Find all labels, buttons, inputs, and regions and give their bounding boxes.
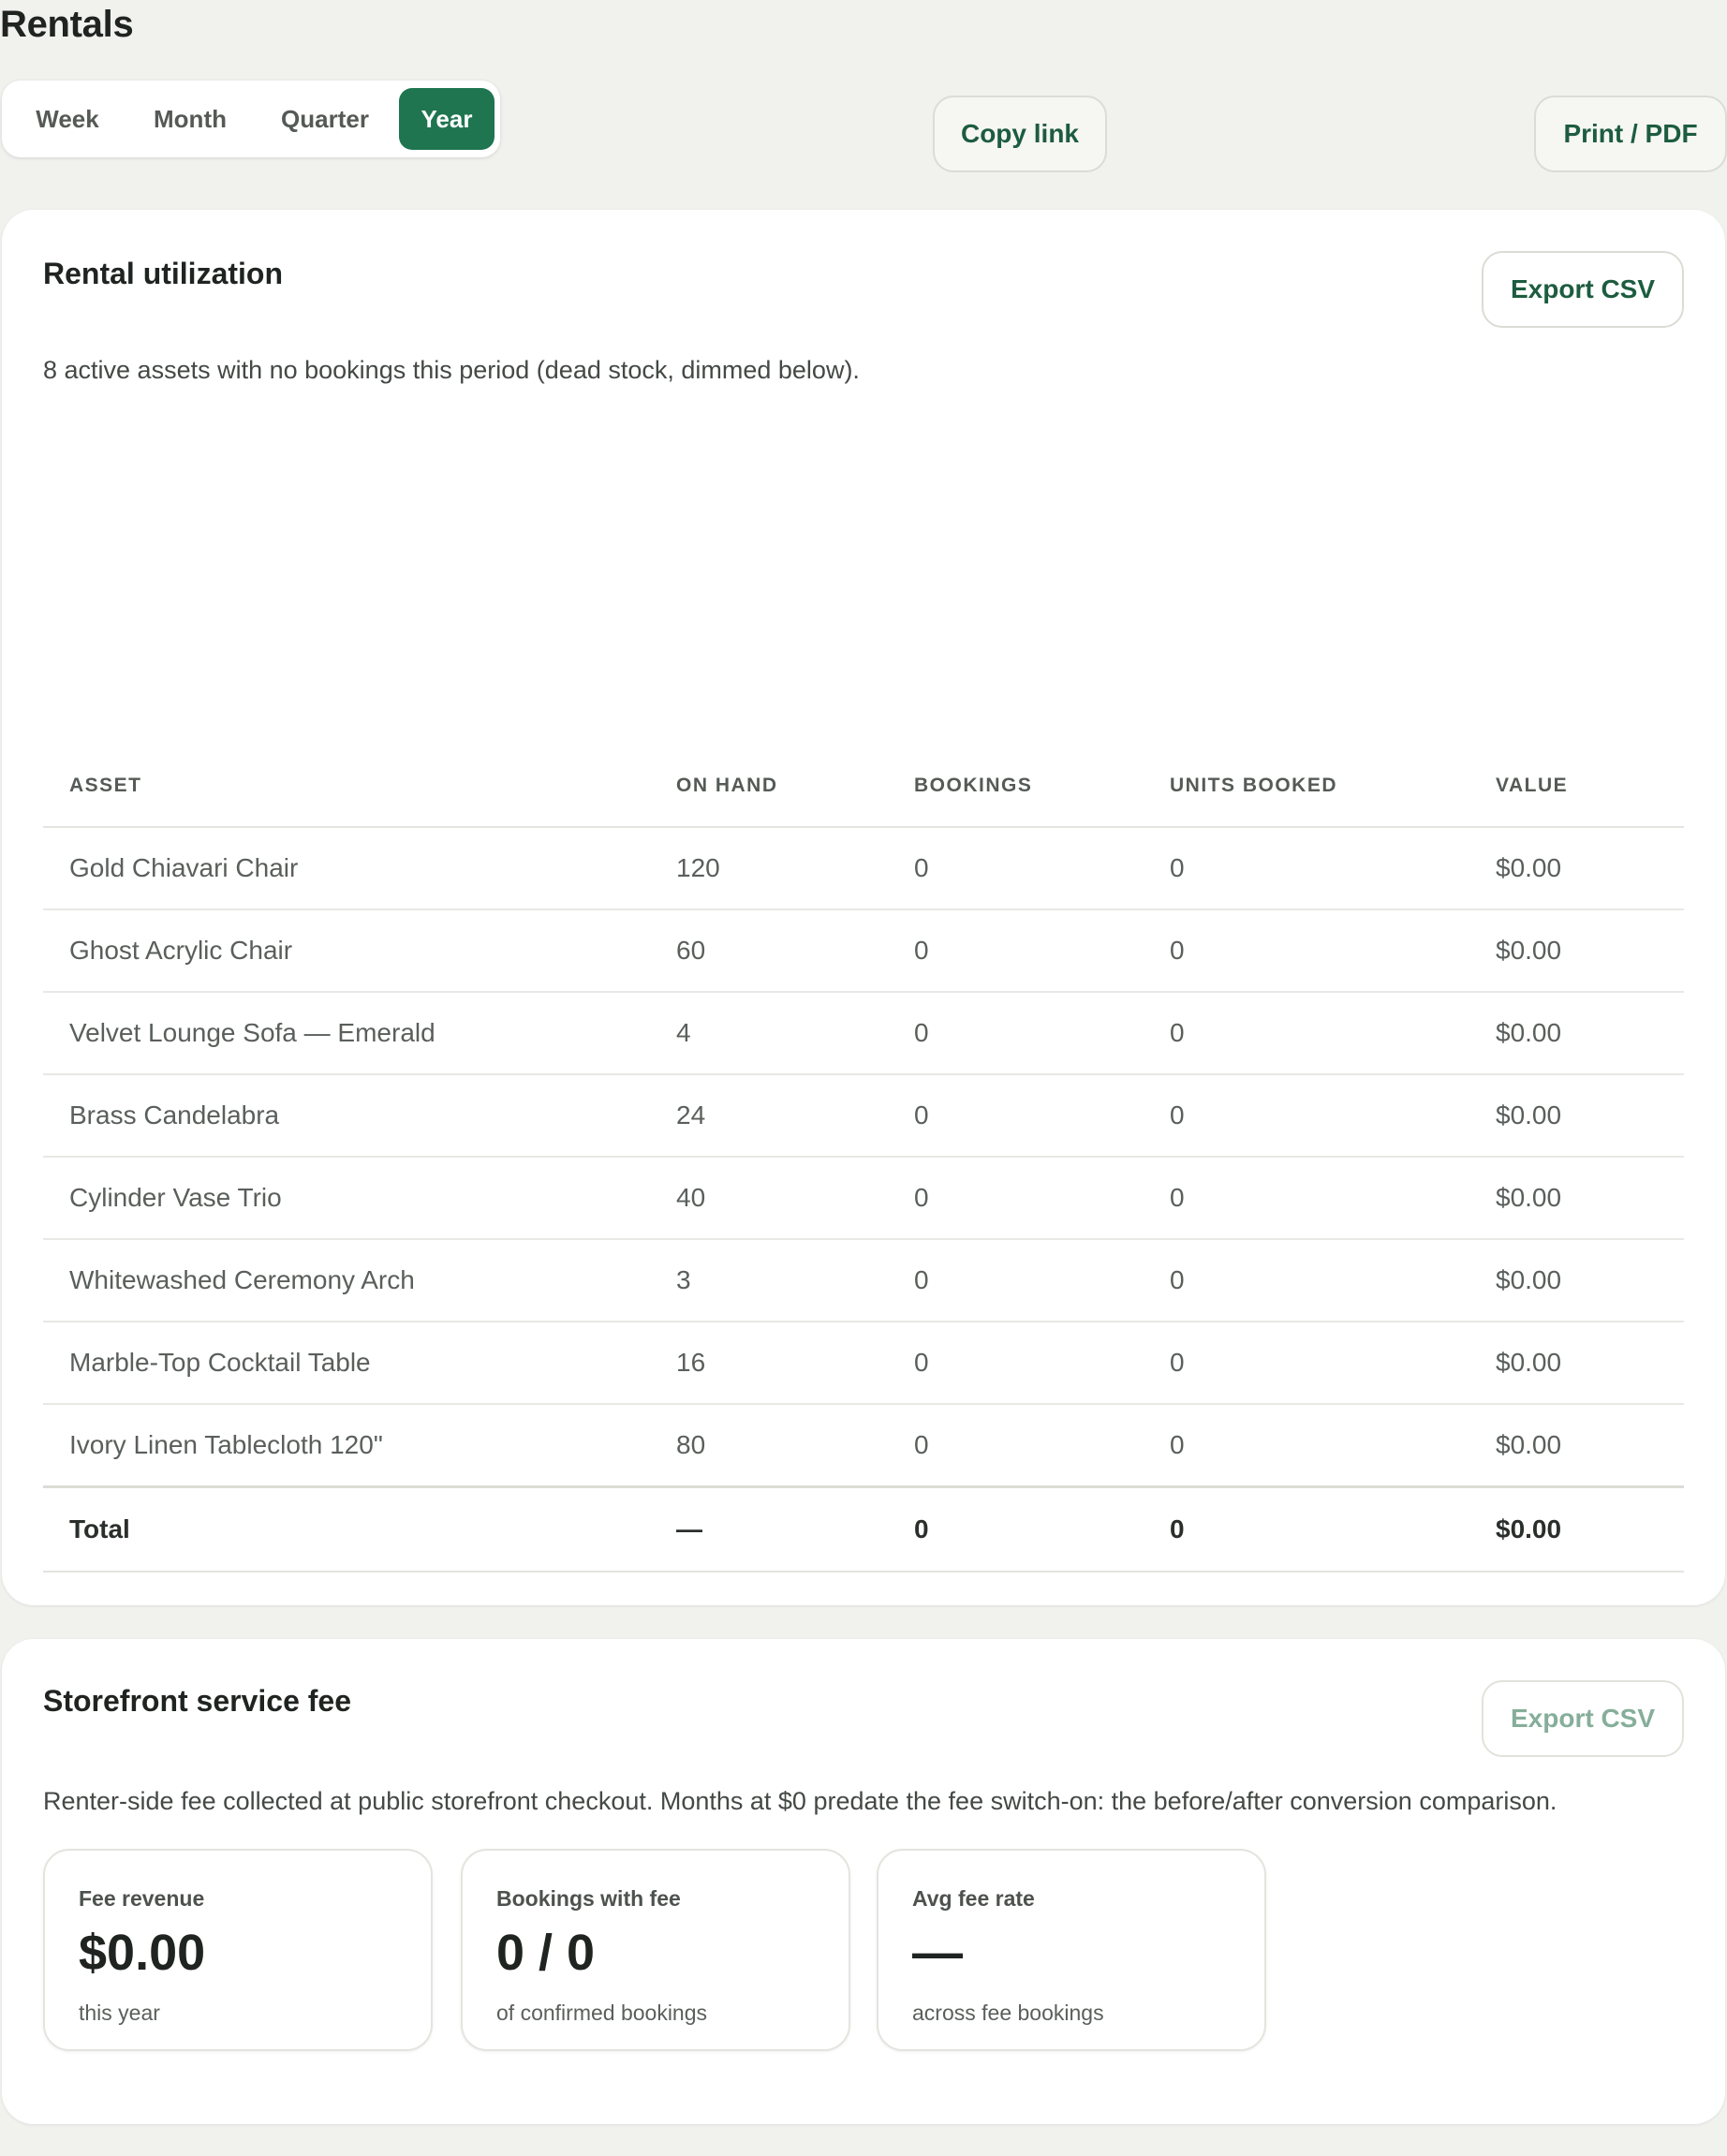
units-booked-cell: 0 [1170,1157,1496,1239]
units-booked-cell: 0 [1170,992,1496,1074]
period-tab-week[interactable]: Week [36,105,99,133]
on-hand-cell: 40 [676,1157,914,1239]
value-cell: $0.00 [1496,1322,1684,1404]
page-title: Rentals [0,4,134,45]
export-csv-button[interactable]: Export CSV [1482,251,1684,328]
bookings-cell: 0 [914,1157,1170,1239]
export-csv-button-disabled[interactable]: Export CSV [1482,1680,1684,1757]
storefront-service-fee-card [2,1639,1725,2124]
on-hand-cell: 4 [676,992,914,1074]
value-cell: $0.00 [1496,827,1684,909]
total-on-hand: — [676,1487,914,1573]
units-booked-cell: 0 [1170,827,1496,909]
units-booked-cell: 0 [1170,1239,1496,1322]
utilization-table [43,746,1684,1573]
asset-name: Marble-Top Cocktail Table [43,1322,676,1404]
stat-value: $0.00 [79,1925,206,1981]
period-switch [2,81,500,157]
asset-name: Ivory Linen Tablecloth 120" [43,1404,676,1487]
table-row [43,1322,1684,1404]
stat-value: 0 / 0 [496,1925,596,1981]
table-row [43,1157,1684,1239]
copy-link-button[interactable]: Copy link [933,96,1107,172]
units-booked-cell: 0 [1170,1322,1496,1404]
service-fee-description: Renter-side fee collected at public storefront checkout. Months at $0 predate the fee switch-on: the before/after conversion comparison. [43,1787,1557,1815]
asset-name: Velvet Lounge Sofa — Emerald [43,992,676,1074]
value-cell: $0.00 [1496,1404,1684,1487]
table-header-row [43,746,1684,827]
value-cell: $0.00 [1496,1157,1684,1239]
stat-card-bookings-with-fee [461,1849,850,2051]
on-hand-cell: 120 [676,827,914,909]
stat-card-fee-revenue [43,1849,433,2051]
stat-label: Avg fee rate [912,1886,1035,1911]
bookings-cell: 0 [914,1074,1170,1157]
print-pdf-button[interactable]: Print / PDF [1534,96,1727,172]
bookings-cell: 0 [914,1239,1170,1322]
total-row [43,1487,1684,1573]
table-row [43,992,1684,1074]
units-booked-cell: 0 [1170,1074,1496,1157]
column-header-on-hand[interactable]: ON HAND [676,746,914,827]
total-label: Total [43,1487,676,1573]
stat-subtext: this year [79,2001,160,2025]
column-header-value[interactable]: VALUE [1496,746,1684,827]
stat-value: — [912,1925,963,1981]
period-tab-quarter[interactable]: Quarter [281,105,369,133]
table-row [43,909,1684,992]
service-fee-title: Storefront service fee [43,1684,352,1718]
asset-name: Brass Candelabra [43,1074,676,1157]
period-tab-month[interactable]: Month [154,105,227,133]
table-row [43,827,1684,909]
units-booked-cell: 0 [1170,909,1496,992]
bookings-cell: 0 [914,1404,1170,1487]
asset-name: Ghost Acrylic Chair [43,909,676,992]
dead-stock-note: 8 active assets with no bookings this period (dead stock, dimmed below). [43,356,860,384]
bookings-cell: 0 [914,827,1170,909]
total-bookings: 0 [914,1487,1170,1573]
bookings-cell: 0 [914,1322,1170,1404]
on-hand-cell: 3 [676,1239,914,1322]
table-row [43,1239,1684,1322]
asset-name: Whitewashed Ceremony Arch [43,1239,676,1322]
total-units-booked: 0 [1170,1487,1496,1573]
stat-label: Fee revenue [79,1886,205,1911]
stat-subtext: of confirmed bookings [496,2001,708,2025]
column-header-asset[interactable]: ASSET [43,746,676,827]
value-cell: $0.00 [1496,992,1684,1074]
on-hand-cell: 60 [676,909,914,992]
value-cell: $0.00 [1496,1239,1684,1322]
asset-name: Gold Chiavari Chair [43,827,676,909]
stat-card-avg-fee-rate [877,1849,1266,2051]
on-hand-cell: 16 [676,1322,914,1404]
total-value: $0.00 [1496,1487,1684,1573]
table-row [43,1404,1684,1487]
units-booked-cell: 0 [1170,1404,1496,1487]
value-cell: $0.00 [1496,1074,1684,1157]
period-tab-year[interactable]: Year [399,88,494,150]
bookings-cell: 0 [914,909,1170,992]
rental-utilization-card [2,210,1725,1605]
table-row [43,1074,1684,1157]
rental-utilization-title: Rental utilization [43,257,283,290]
bookings-cell: 0 [914,992,1170,1074]
on-hand-cell: 24 [676,1074,914,1157]
value-cell: $0.00 [1496,909,1684,992]
asset-name: Cylinder Vase Trio [43,1157,676,1239]
column-header-units-booked[interactable]: UNITS BOOKED [1170,746,1496,827]
on-hand-cell: 80 [676,1404,914,1487]
stat-subtext: across fee bookings [912,2001,1104,2025]
column-header-bookings[interactable]: BOOKINGS [914,746,1170,827]
stat-label: Bookings with fee [496,1886,681,1911]
